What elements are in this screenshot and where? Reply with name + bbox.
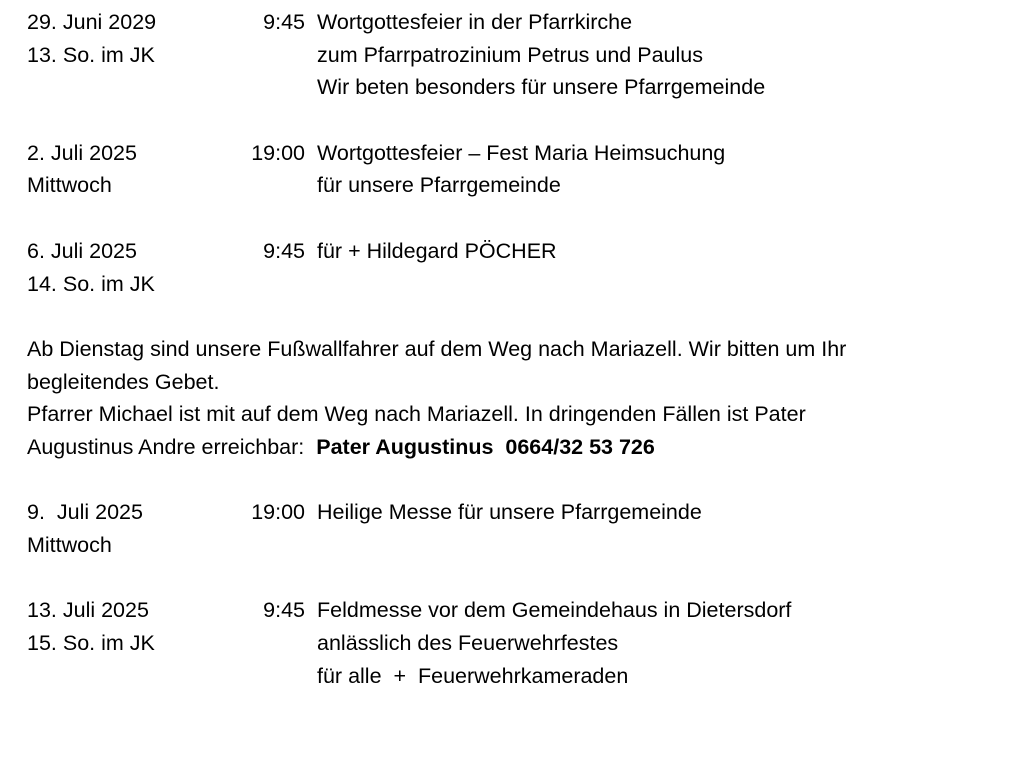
spacer: [27, 104, 1007, 137]
entry-row: [27, 6, 1007, 39]
entry-description: Wortgottesfeier – Fest Maria Heimsuchung: [317, 140, 726, 165]
entry-row: [27, 235, 1007, 268]
spacer: [27, 202, 1007, 235]
entry-date: 9. Juli 2025: [27, 500, 143, 525]
entry-description: Feldmesse vor dem Gemeindehaus in Dietersdorf: [317, 598, 792, 623]
spacer: [27, 300, 1007, 333]
entry-date: 6. Juli 2025: [27, 238, 137, 263]
notice-contact-line: [27, 431, 1007, 464]
schedule-entry: [27, 6, 1007, 104]
entry-description: für unsere Pfarrgemeinde: [317, 173, 561, 198]
schedule-entry: [27, 137, 1007, 202]
entry-description: zum Pfarrpatrozinium Petrus und Paulus: [317, 42, 703, 67]
entry-time: 9:45: [263, 238, 305, 263]
entry-row: [27, 594, 1007, 627]
entry-description: anlässlich des Feuerwehrfestes: [317, 631, 619, 656]
entry-day: Mittwoch: [27, 173, 112, 198]
spacer: [27, 464, 1007, 497]
notice-line: begleitendes Gebet.: [27, 369, 220, 394]
entry-description: für + Hildegard PÖCHER: [317, 238, 557, 263]
entry-row: [27, 529, 1007, 562]
contact-name: Pater Augustinus: [316, 434, 494, 459]
entry-day: 15. So. im JK: [27, 631, 155, 656]
entry-date: 2. Juli 2025: [27, 140, 137, 165]
entry-row: [27, 137, 1007, 170]
entry-time: 19:00: [251, 500, 305, 525]
entry-row: [27, 71, 1007, 104]
entry-description: für alle + Feuerwehrkameraden: [317, 663, 629, 688]
entry-description: Wir beten besonders für unsere Pfarrgemeinde: [317, 75, 766, 100]
entry-time: 9:45: [263, 10, 305, 34]
entry-row: [27, 268, 1007, 301]
entry-description: Wortgottesfeier in der Pfarrkirche: [317, 10, 633, 34]
entry-description: Heilige Messe für unsere Pfarrgemeinde: [317, 500, 702, 525]
entry-time: 9:45: [263, 598, 305, 623]
contact-phone: 0664/32 53 726: [505, 434, 655, 459]
entry-row: [27, 496, 1007, 529]
schedule-entry: [27, 496, 1007, 561]
entry-day: Mittwoch: [27, 533, 112, 558]
notice-line: Ab Dienstag sind unsere Fußwallfahrer auf dem Weg nach Mariazell. Wir bitten um Ihr: [27, 336, 847, 361]
entry-row: [27, 169, 1007, 202]
entry-day: 13. So. im JK: [27, 42, 155, 67]
spacer: [27, 562, 1007, 595]
entry-date: 13. Juli 2025: [27, 598, 149, 623]
entry-time: 19:00: [251, 140, 305, 165]
entry-row: [27, 660, 1007, 693]
entry-row: [27, 39, 1007, 72]
entry-day: 14. So. im JK: [27, 271, 155, 296]
schedule-entry: [27, 235, 1007, 300]
notice-paragraph: [27, 333, 1007, 464]
entry-date: 29. Juni 2029: [27, 10, 157, 34]
notice-line: Pfarrer Michael ist mit auf dem Weg nach Mariazell. In dringenden Fällen ist Pater: [27, 402, 806, 427]
entry-row: [27, 627, 1007, 660]
notice-line-prefix: Augustinus Andre erreichbar:: [27, 434, 317, 459]
schedule-page: [27, 6, 1007, 693]
schedule-entry: [27, 594, 1007, 692]
